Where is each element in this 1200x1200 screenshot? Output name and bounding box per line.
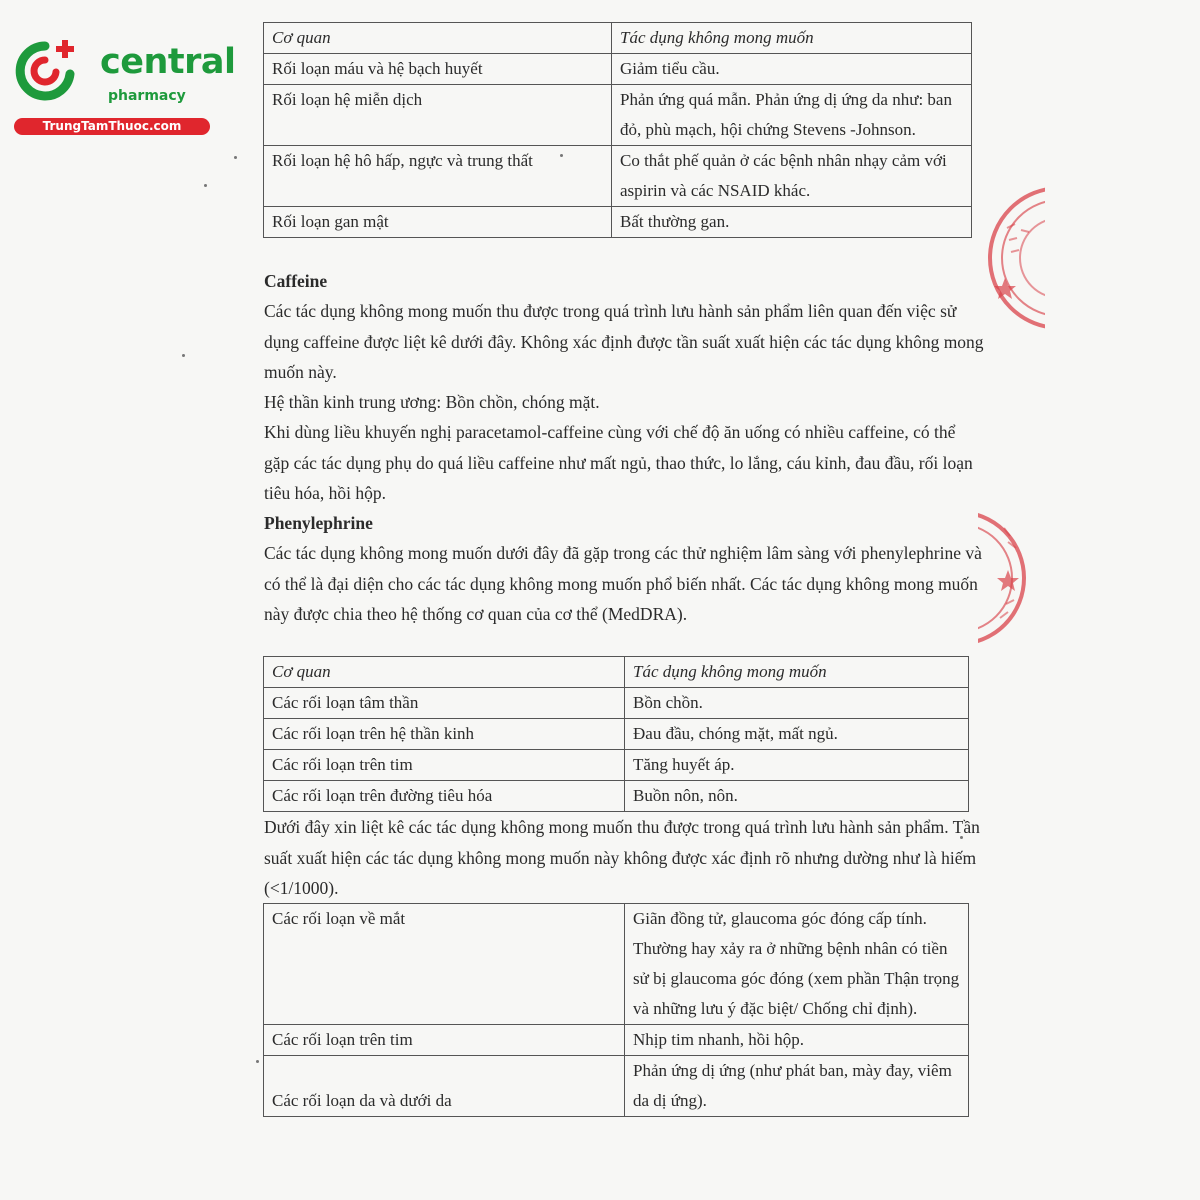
table-header-cell: Cơ quan [264,657,625,688]
table-cell: Buồn nôn, nôn. [625,781,969,812]
table-row [264,85,972,146]
table-cell: Rối loạn hệ hô hấp, ngực và trung thất [264,146,612,207]
table-row [264,207,972,238]
section-heading-caffeine: Caffeine [264,271,328,291]
caffeine-paragraph-2: Hệ thần kinh trung ương: Bồn chồn, chóng mặt. [264,392,600,412]
table-cell: Các rối loạn da và dưới da [264,1056,625,1117]
scan-speck [204,184,207,187]
pharmacy-cross-icon [12,38,78,104]
table-cell: Các rối loạn trên tim [264,1025,625,1056]
logo-website: TrungTamThuoc.com [14,118,210,135]
table-cell: Bất thường gan. [612,207,972,238]
table-row [264,54,972,85]
table-row [264,904,969,1025]
table-cell: Co thắt phế quản ở các bệnh nhân nhạy cảm với aspirin và các NSAID khác. [612,146,972,207]
table-cell: Các rối loạn về mắt [264,904,625,1025]
table-cell: Phản ứng dị ứng (như phát ban, mày đay, viêm da dị ứng). [625,1056,969,1117]
table-cell: Các rối loạn trên tim [264,750,625,781]
table-cell: Rối loạn gan mật [264,207,612,238]
table-header-cell: Tác dụng không mong muốn [612,23,972,54]
table-row [264,750,969,781]
table-cell: Đau đầu, chóng mặt, mất ngủ. [625,719,969,750]
central-pharmacy-logo [12,36,236,136]
caffeine-paragraph-3: Khi dùng liều khuyến nghị paracetamol-caffeine cùng với chế độ ăn uống có nhiều caffeine, có thể gặp các tác dụng phụ do quá liều caffeine như mất ngủ, thao thức, lo lắng, cáu kỉnh, đau đầu, rối loạn tiêu hóa, hồi hộp. [264,422,973,503]
table-cell: Phản ứng quá mẫn. Phản ứng dị ứng da như: ban đỏ, phù mạch, hội chứng Stevens -Johnson. [612,85,972,146]
table-cell: Rối loạn máu và hệ bạch huyết [264,54,612,85]
adverse-effects-table-2 [263,656,969,812]
adverse-effects-table-3 [263,903,969,1117]
table-cell: Bồn chồn. [625,688,969,719]
table-header-row [264,657,969,688]
adverse-effects-table-1 [263,22,972,238]
table-row [264,1056,969,1117]
caffeine-paragraph-1: Các tác dụng không mong muốn thu được trong quá trình lưu hành sản phẩm liên quan đến việc sử dụng caffeine được liệt kê dưới đây. Không xác định được tần suất xuất hiện các tác dụng không mong muốn này. [264,301,984,382]
table-row [264,688,969,719]
scan-speck [182,354,185,357]
table-header-cell: Cơ quan [264,23,612,54]
table-cell: Giảm tiểu cầu. [612,54,972,85]
table-cell: Các rối loạn trên đường tiêu hóa [264,781,625,812]
table-row [264,146,972,207]
table-cell: Giãn đồng tử, glaucoma góc đóng cấp tính. Thường hay xảy ra ở những bệnh nhân có tiền sử bị glaucoma góc đóng (xem phần Thận trọng và những lưu ý đặc biệt/ Chống chỉ định). [625,904,969,1025]
table-row [264,781,969,812]
table-row [264,1025,969,1056]
postmarketing-paragraph: Dưới đây xin liệt kê các tác dụng không mong muốn thu được trong quá trình lưu hành sản phẩm. Tần suất xuất hiện các tác dụng không mong muốn này không được xác định rõ nhưng dường như là hiếm (<1/1000). [264,817,980,898]
table-cell: Các rối loạn tâm thần [264,688,625,719]
scan-speck [234,156,237,159]
table-cell: Các rối loạn trên hệ thần kinh [264,719,625,750]
logo-brand-name: central [100,42,236,82]
logo-subtitle: pharmacy [108,88,186,104]
section-heading-phenylephrine: Phenylephrine [264,513,373,533]
table-row [264,719,969,750]
table-cell: Nhịp tim nhanh, hồi hộp. [625,1025,969,1056]
table-cell: Rối loạn hệ miễn dịch [264,85,612,146]
table-header-cell: Tác dụng không mong muốn [625,657,969,688]
scan-speck [256,1060,259,1063]
red-seal-stamp-lower [978,508,1038,648]
table-header-row [264,23,972,54]
table-cell: Tăng huyết áp. [625,750,969,781]
phenylephrine-paragraph-1: Các tác dụng không mong muốn dưới đây đã gặp trong các thử nghiệm lâm sàng với phenylephrine và có thể là đại diện cho các tác dụng không mong muốn phổ biến nhất. Các tác dụng không mong muốn này được chia theo hệ thống cơ quan của cơ thể (MedDRA). [264,543,982,624]
red-seal-stamp-upper [985,178,1045,338]
